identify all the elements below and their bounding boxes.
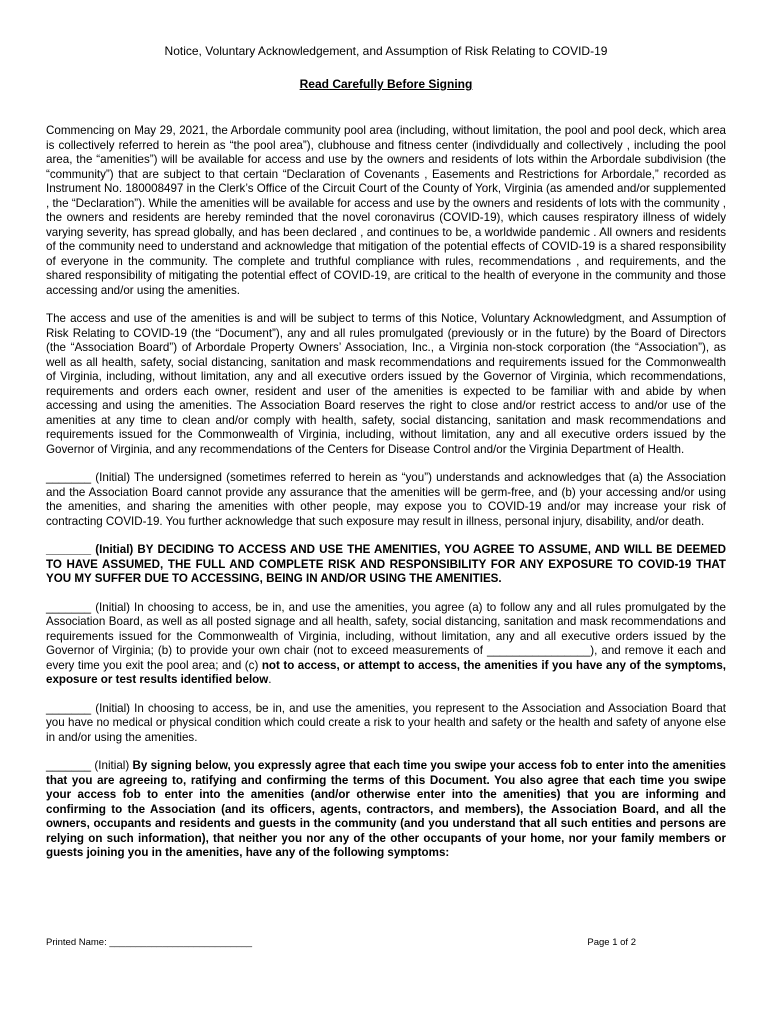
paragraph-initial-fob-agreement	[46, 759, 726, 861]
paragraph-initial-assume-risk: _______ (Initial) BY DECIDING TO ACCESS AND USE THE AMENITIES, YOU AGREE TO ASSUME, AND WILL BE DEEMED TO HAVE ASSUMED, THE FULL AND COMPLETE RISK AND RESPONSIBILITY FOR ANY EXPOSURE TO COVID-19 THAT YOU MY SUFFER DUE TO ACCESSING, BEING IN AND/OR USING THE AMENITIES.	[46, 543, 726, 585]
page-number: Page 1 of 2	[587, 937, 636, 948]
paragraph-rules-end: .	[268, 673, 272, 686]
paragraph-initial-acknowledgement: _______ (Initial) The undersigned (sometimes referred to herein as “you”) understands and acknowledges that (a) the Association and the Association Board cannot provide any assurance that the amenities will be germ-free, and (b) your accessing and/or using the amenities, and sharing the amenities with other people, may expose you to COVID-19 and/or may increase your risk of contracting COVID-19. You further acknowledge that such exposure may result in illness, personal injury, disability, and/or death.	[46, 471, 726, 528]
paragraph-fob-bold-text: By signing below, you expressly agree that each time you swipe your access fob to enter into the amenities that you are agreeing to, ratifying and confirming the terms of this Document. You also agree that each time you swipe your access fob to enter into the amenities (and/or otherwise enter into the amenities) that you are informing and confirming to the Association (and its officers, agents, contractors, and members), the Association Board, and all the owners, occupants and residents and guests in the community (and you understand that all such entities and persons are relying on such information), that neither you nor any of the other occupants of your home, nor your family members or guests joining you in the amenities, have any of the following symptoms:	[46, 759, 726, 859]
document-title: Notice, Voluntary Acknowledgement, and Assumption of Risk Relating to COVID-19	[164, 44, 608, 58]
printed-name-line: Printed Name: ___________________________	[46, 937, 253, 948]
paragraph-initial-no-condition: _______ (Initial) In choosing to access, be in, and use the amenities, you represent to the Association and Association Board that you have no medical or physical condition which could create a risk to your health and safety or the health and safety of anyone else in and/or using the amenities.	[46, 701, 726, 744]
paragraph-rules-bold-text: not to access, or attempt to access, the amenities if you have any of the symptoms, exposure or test results identified below	[46, 658, 726, 686]
document-subtitle: Read Carefully Before Signing	[299, 77, 473, 91]
paragraph-intro: Commencing on May 29, 2021, the Arbordale community pool area (including, without limitation, the pool and pool deck, which area is collectively referred to herein as “the pool area”), clubhouse and fitness center (indivdidually and collectively , including the pool area, the “amenities”) will be available for access and use by the owners and residents of lots within the Arbordale subdivision (the “community”) that are subject to that certain “Declaration of Covenants , Easements and Restrictions for Arbordale,” recorded as Instrument No. 180008497 in the Clerk’s Office of the Circuit Court of the County of York, Virginia (as amended and/or supplemented , the “Declaration”). While the amenities will be available for access and use by the owners and residents of lots with the community , the owners and residents are hereby reminded that the novel coronavirus (COVID-19), which causes respiratory illness of widely varying severity, has spread globally, and has been declared , and continues to be, a worldwide pandemic . All owners and residents of the community need to understand and acknowledge that mitigation of the potential effects of COVID-19 is a shared responsibility of everyone in the community. The complete and truthful compliance with rules, recommendations , and requirements, and the shared responsibility of mitigating the potential effect of COVID-19, are critical to the health of everyone in the community and those accessing and/or using the amenities.	[46, 124, 726, 297]
paragraph-fob-initial: _______ (Initial)	[46, 759, 133, 772]
paragraph-initial-rules	[46, 601, 726, 688]
paragraph-access-terms: The access and use of the amenities is and will be subject to terms of this Notice, Voluntary Acknowledgment, and Assumption of Risk Relating to COVID-19 (the “Document”), any and all rules promulgated (previously or in the future) by the Board of Directors (the “Association Board”) of Arbordale Property Owners’ Association, Inc., a Virginia non-stock corporation (the “Association”), as well as all health, safety, social distancing, sanitation and mask recommendations and requirements issued for the Commonwealth of Virginia, including, without limitation, any and all executive orders issued by the Governor of Virginia, which recommendations, requirements and orders each owner, resident and user of the amenities is expected to be familiar with and abide by when accessing and using the amenities. The Association Board reserves the right to close and/or restrict access to and/or use of the amenities at any time to clean and/or comply with health, safety, social distancing, sanitation and mask recommendations and requirements issued for the Commonwealth of Virginia, including, without limitation, any and all executive orders issued by the Governor of Virginia, and any recommendations of the Centers for Disease Control and/or the Virginia Department of Health.	[46, 312, 726, 456]
document-page	[46, 44, 726, 875]
paragraph-rules-text: _______ (Initial) In choosing to access, be in, and use the amenities, you agree (a) to follow any and all rules promulgated by the Association Board, as well as all posted signage and all health, safety, social distancing, sanitation and mask recommendations and requirements issued for the Commonwealth of Virginia, including, without limitation, any and all executive orders issued by the Governor of Virginia; (b) to provide your own chair (not to exceed measurements of ________________), and remove it each and every time you exit the pool area; and (c)	[46, 600, 726, 672]
